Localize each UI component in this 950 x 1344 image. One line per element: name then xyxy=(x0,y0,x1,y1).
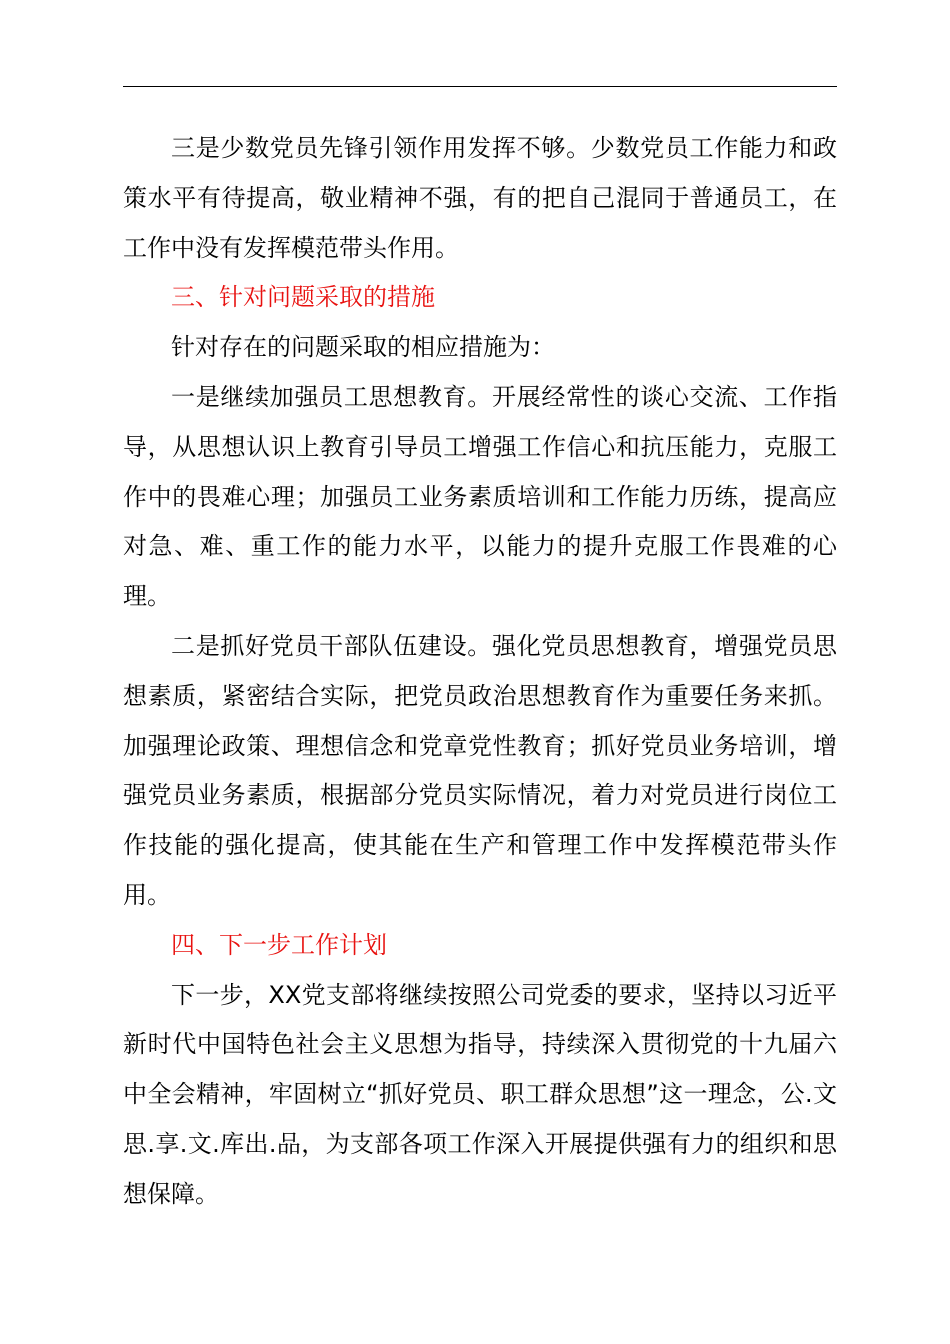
section-heading-measures: 三、针对问题采取的措施 xyxy=(171,283,435,312)
paragraph-measures-intro: 针对存在的问题采取的相应措施为： xyxy=(171,333,555,362)
paragraph-next-steps: 下一步，XX党支部将继续按照公司党委的要求，坚持以习近平新时代中国特色社会主义思想为指导，持续深入贯彻党的十九届六中全会精神，牢固树立“抓好党员、职工群众思想”这一理念，公.文思.享.文.库出.品，为支部各项工作深入开展提供强有力的组织和思想保障。 xyxy=(123,980,837,1208)
header-rule xyxy=(123,86,837,87)
paragraph-party-members-issue: 三是少数党员先锋引领作用发挥不够。少数党员工作能力和政策水平有待提高，敬业精神不强，有的把自己混同于普通员工，在工作中没有发挥模范带头作用。 xyxy=(123,134,837,262)
paragraph-measure-two: 二是抓好党员干部队伍建设。强化党员思想教育，增强党员思想素质，紧密结合实际，把党员政治思想教育作为重要任务来抓。加强理论政策、理想信念和党章党性教育；抓好党员业务培训，增强党员业务素质，根据部分党员实际情况，着力对党员进行岗位工作技能的强化提高，使其能在生产和管理工作中发挥模范带头作用。 xyxy=(123,631,837,909)
paragraph-measure-one: 一是继续加强员工思想教育。开展经常性的谈心交流、工作指导，从思想认识上教育引导员工增强工作信心和抗压能力，克服工作中的畏难心理；加强员工业务素质培训和工作能力历练，提高应对急、难、重工作的能力水平，以能力的提升克服工作畏难的心理。 xyxy=(123,382,837,611)
document-body xyxy=(123,124,837,1220)
section-heading-next-steps: 四、下一步工作计划 xyxy=(171,930,387,959)
